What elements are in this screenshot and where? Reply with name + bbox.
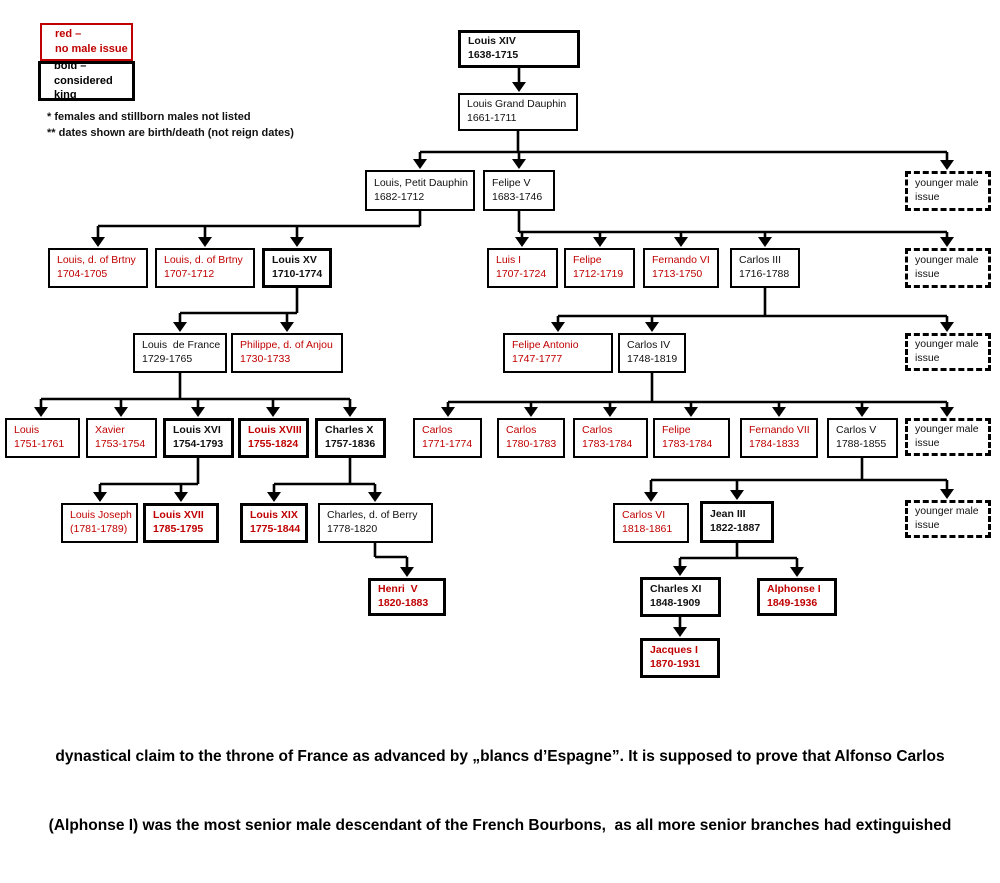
fernando-vii-dates: 1784-1833 xyxy=(749,438,800,450)
arrowhead-icon xyxy=(91,237,105,247)
carlos-1771-label: Carlos xyxy=(422,424,453,437)
louis-petit-dauphin-dates: 1682-1712 xyxy=(374,190,425,203)
legend-red-line1: red – xyxy=(55,28,82,41)
arrowhead-icon xyxy=(790,567,804,577)
arrowhead-icon xyxy=(855,407,869,417)
fernando-vi-dates: 1713-1750 xyxy=(652,268,703,280)
arrowhead-icon xyxy=(673,566,687,576)
arrowhead-icon xyxy=(400,567,414,577)
alphonse-i-label: Alphonse I xyxy=(767,583,821,596)
louis-grand-dauphin-dates: 1661-1711 xyxy=(467,112,517,124)
louis-xvi-label: Louis XVI xyxy=(173,424,221,437)
louis-xiv-label: Louis XIV xyxy=(468,35,516,48)
connector-louis-xvi xyxy=(100,458,198,494)
arrowhead-icon xyxy=(730,490,744,500)
connector-carlos-iv xyxy=(448,373,947,409)
connector-charles-berry xyxy=(375,543,407,569)
node-carlos-v xyxy=(827,418,898,458)
brtny-2-label: Louis, d. of Brtny xyxy=(164,254,243,267)
carlos-1780-label: Carlos xyxy=(506,424,537,437)
louis-de-france-dates: 1729-1765 xyxy=(142,353,193,365)
node-alphonse-i xyxy=(757,578,837,616)
node-ymi-3 xyxy=(905,333,991,371)
node-louis-xviii xyxy=(238,418,309,458)
node-fernando-vii xyxy=(740,418,818,458)
brtny-1-dates: 1704-1705 xyxy=(57,268,108,280)
arrowhead-icon xyxy=(290,237,304,247)
arrowhead-icon xyxy=(673,627,687,637)
carlos-1783-label: Carlos xyxy=(582,424,613,437)
carlos-vi-label: Carlos VI xyxy=(622,509,666,522)
legend-bold-line2: considered king xyxy=(54,74,113,102)
charles-xi-label: Charles XI xyxy=(650,583,702,596)
carlos-iv-label: Carlos IV xyxy=(627,339,671,352)
louis-petit-dauphin-label: Louis, Petit Dauphin xyxy=(374,176,468,189)
brtny-1-label: Louis, d. of Brtny xyxy=(57,254,136,267)
arrowhead-icon xyxy=(940,322,954,332)
node-louis-de-france xyxy=(133,333,227,373)
arrowhead-icon xyxy=(940,489,954,499)
arrowhead-icon xyxy=(198,237,212,247)
arrowhead-icon xyxy=(413,159,427,169)
arrowhead-icon xyxy=(368,492,382,502)
louis-xviii-label: Louis XVIII xyxy=(248,424,302,437)
arrowhead-icon xyxy=(758,237,772,247)
node-louis-grand-dauphin xyxy=(458,93,578,131)
node-carlos-iv xyxy=(618,333,686,373)
louis-xix-dates: 1775-1844 xyxy=(250,523,301,535)
louis-xvii-label: Louis XVII xyxy=(153,509,204,522)
felipe-1712-dates: 1712-1719 xyxy=(573,268,624,280)
felipe-antonio-dates: 1747-1777 xyxy=(512,353,563,365)
arrowhead-icon xyxy=(940,237,954,247)
philippe-anjou-dates: 1730-1733 xyxy=(240,353,291,365)
ymi-4-dates: issue xyxy=(915,437,940,449)
felipe-1783-dates: 1783-1784 xyxy=(662,438,713,450)
node-brtny-2 xyxy=(155,248,255,288)
charles-x-dates: 1757-1836 xyxy=(325,438,376,450)
louis-joseph-dates: (1781-1789) xyxy=(70,523,128,535)
connector-louis-grand-dauphin xyxy=(420,131,947,162)
connector-jean-iii xyxy=(680,543,797,569)
node-louis-xvii xyxy=(143,503,219,543)
node-louis-xvi xyxy=(163,418,234,458)
louis-de-france-label: Louis de France xyxy=(142,339,221,352)
philippe-anjou-label: Philippe, d. of Anjou xyxy=(240,339,333,352)
connector-charles-x xyxy=(274,458,375,494)
arrowhead-icon xyxy=(603,407,617,417)
node-felipe-antonio xyxy=(503,333,613,373)
carlos-v-label: Carlos V xyxy=(836,424,877,437)
arrowhead-icon xyxy=(772,407,786,417)
arrowhead-icon xyxy=(674,237,688,247)
louis-joseph-label: Louis Joseph xyxy=(70,509,132,522)
carlos-iii-dates: 1716-1788 xyxy=(739,268,790,280)
alphonse-i-dates: 1849-1936 xyxy=(767,597,818,609)
felipe-v-dates: 1683-1746 xyxy=(492,190,543,203)
ymi-1-dates: issue xyxy=(915,191,940,203)
ymi-2-dates: issue xyxy=(915,268,940,280)
connector-felipe-v xyxy=(519,211,947,239)
arrowhead-icon xyxy=(684,407,698,417)
carlos-iv-dates: 1748-1819 xyxy=(627,353,678,365)
node-philippe-anjou xyxy=(231,333,343,373)
felipe-1712-label: Felipe xyxy=(573,254,602,267)
brtny-2-dates: 1707-1712 xyxy=(164,268,215,280)
node-charles-x xyxy=(315,418,386,458)
node-charles-xi xyxy=(640,577,721,617)
xavier-dates: 1753-1754 xyxy=(95,438,146,450)
node-carlos-1780 xyxy=(497,418,565,458)
arrowhead-icon xyxy=(551,322,565,332)
carlos-1783-dates: 1783-1784 xyxy=(582,438,633,450)
arrowhead-icon xyxy=(267,492,281,502)
louis-1751-dates: 1751-1761 xyxy=(14,438,65,450)
felipe-1783-label: Felipe xyxy=(662,424,691,437)
arrowhead-icon xyxy=(343,407,357,417)
louis-xv-dates: 1710-1774 xyxy=(272,268,323,280)
charles-berry-label: Charles, d. of Berry xyxy=(327,509,418,522)
felipe-v-label: Felipe V xyxy=(492,176,531,189)
arrowhead-icon xyxy=(266,407,280,417)
node-felipe-1712 xyxy=(564,248,635,288)
fernando-vi-label: Fernando VI xyxy=(652,254,710,267)
ymi-4-label: younger male xyxy=(915,423,979,436)
arrowhead-icon xyxy=(940,407,954,417)
louis-xiv-dates: 1638-1715 xyxy=(468,49,519,61)
arrowhead-icon xyxy=(441,407,455,417)
charles-berry-dates: 1778-1820 xyxy=(327,523,378,535)
arrowhead-icon xyxy=(512,159,526,169)
ymi-3-label: younger male xyxy=(915,338,979,351)
carlos-iii-label: Carlos III xyxy=(739,254,782,267)
arrowhead-icon xyxy=(174,492,188,502)
node-felipe-v xyxy=(483,170,555,211)
connector-louis-de-france xyxy=(41,373,350,409)
jacques-i-label: Jacques I xyxy=(650,644,698,657)
ymi-5-dates: issue xyxy=(915,519,940,531)
node-carlos-1771 xyxy=(413,418,482,458)
legend-bold-line1: bold – xyxy=(54,59,87,72)
node-jacques-i xyxy=(640,638,720,678)
carlos-v-dates: 1788-1855 xyxy=(836,438,887,450)
node-carlos-iii xyxy=(730,248,800,288)
louis-grand-dauphin-label: Louis Grand Dauphin xyxy=(467,98,567,111)
charles-xi-dates: 1848-1909 xyxy=(650,597,701,609)
carlos-1771-dates: 1771-1774 xyxy=(422,438,473,450)
legend-red-box xyxy=(40,23,133,61)
arrowhead-icon xyxy=(515,237,529,247)
caption-line1: dynastical claim to the throne of France as advanced by „blancs d’Espagne”. It is supposed to prove that Alfonso Carlos xyxy=(55,748,945,765)
luis-i-label: Luis I xyxy=(496,254,522,267)
node-ymi-1 xyxy=(905,171,991,211)
louis-xvii-dates: 1785-1795 xyxy=(153,523,204,535)
louis-xix-label: Louis XIX xyxy=(250,509,298,522)
louis-xviii-dates: 1755-1824 xyxy=(248,438,299,450)
ymi-1-label: younger male xyxy=(915,177,979,190)
henri-v-label: Henri V xyxy=(378,583,418,596)
node-brtny-1 xyxy=(48,248,148,288)
node-louis-joseph xyxy=(61,503,138,543)
arrowhead-icon xyxy=(191,407,205,417)
felipe-antonio-label: Felipe Antonio xyxy=(512,339,579,352)
carlos-1780-dates: 1780-1783 xyxy=(506,438,557,450)
louis-xv-label: Louis XV xyxy=(272,254,317,267)
diagram-caption xyxy=(0,699,1000,883)
arrowhead-icon xyxy=(644,492,658,502)
arrowhead-icon xyxy=(280,322,294,332)
node-louis-1751 xyxy=(5,418,80,458)
jean-iii-label: Jean III xyxy=(710,508,746,521)
node-louis-xix xyxy=(240,503,308,543)
node-felipe-1783 xyxy=(653,418,730,458)
node-xavier xyxy=(86,418,157,458)
connector-louis-xv xyxy=(180,288,297,324)
carlos-vi-dates: 1818-1861 xyxy=(622,523,673,535)
jacques-i-dates: 1870-1931 xyxy=(650,658,701,670)
ymi-5-label: younger male xyxy=(915,505,979,518)
node-ymi-2 xyxy=(905,248,991,288)
fernando-vii-label: Fernando VII xyxy=(749,424,810,437)
footnote-females: * females and stillborn males not listed xyxy=(47,111,251,123)
connector-carlos-iii xyxy=(558,288,947,324)
node-louis-xv xyxy=(262,248,332,288)
node-louis-xiv xyxy=(458,30,580,68)
footnote-dates: ** dates shown are birth/death (not reign dates) xyxy=(47,127,294,139)
node-louis-petit-dauphin xyxy=(365,170,475,211)
node-henri-v xyxy=(368,578,446,616)
node-ymi-5 xyxy=(905,500,991,538)
arrowhead-icon xyxy=(34,407,48,417)
arrowhead-icon xyxy=(173,322,187,332)
charles-x-label: Charles X xyxy=(325,424,374,437)
connector-carlos-v xyxy=(651,458,947,494)
xavier-label: Xavier xyxy=(95,424,125,437)
henri-v-dates: 1820-1883 xyxy=(378,597,429,609)
caption-line2: (Alphonse I) was the most senior male descendant of the French Bourbons, as all more senior branches had extinguished xyxy=(48,817,952,834)
arrowhead-icon xyxy=(645,322,659,332)
node-ymi-4 xyxy=(905,418,991,456)
arrowhead-icon xyxy=(114,407,128,417)
connector-louis-petit-dauphin xyxy=(98,211,420,239)
node-charles-berry xyxy=(318,503,433,543)
node-carlos-1783 xyxy=(573,418,648,458)
ymi-3-dates: issue xyxy=(915,352,940,364)
louis-1751-label: Louis xyxy=(14,424,40,437)
node-jean-iii xyxy=(700,501,774,543)
legend-red-line2: no male issue xyxy=(55,43,128,55)
jean-iii-dates: 1822-1887 xyxy=(710,522,761,534)
ymi-2-label: younger male xyxy=(915,254,979,267)
arrowhead-icon xyxy=(93,492,107,502)
arrowhead-icon xyxy=(512,82,526,92)
node-luis-i xyxy=(487,248,558,288)
arrowhead-icon xyxy=(524,407,538,417)
luis-i-dates: 1707-1724 xyxy=(496,268,547,280)
legend-bold-box xyxy=(38,61,135,101)
node-fernando-vi xyxy=(643,248,719,288)
arrowhead-icon xyxy=(940,160,954,170)
louis-xvi-dates: 1754-1793 xyxy=(173,438,224,450)
arrowhead-icon xyxy=(593,237,607,247)
node-carlos-vi xyxy=(613,503,689,543)
